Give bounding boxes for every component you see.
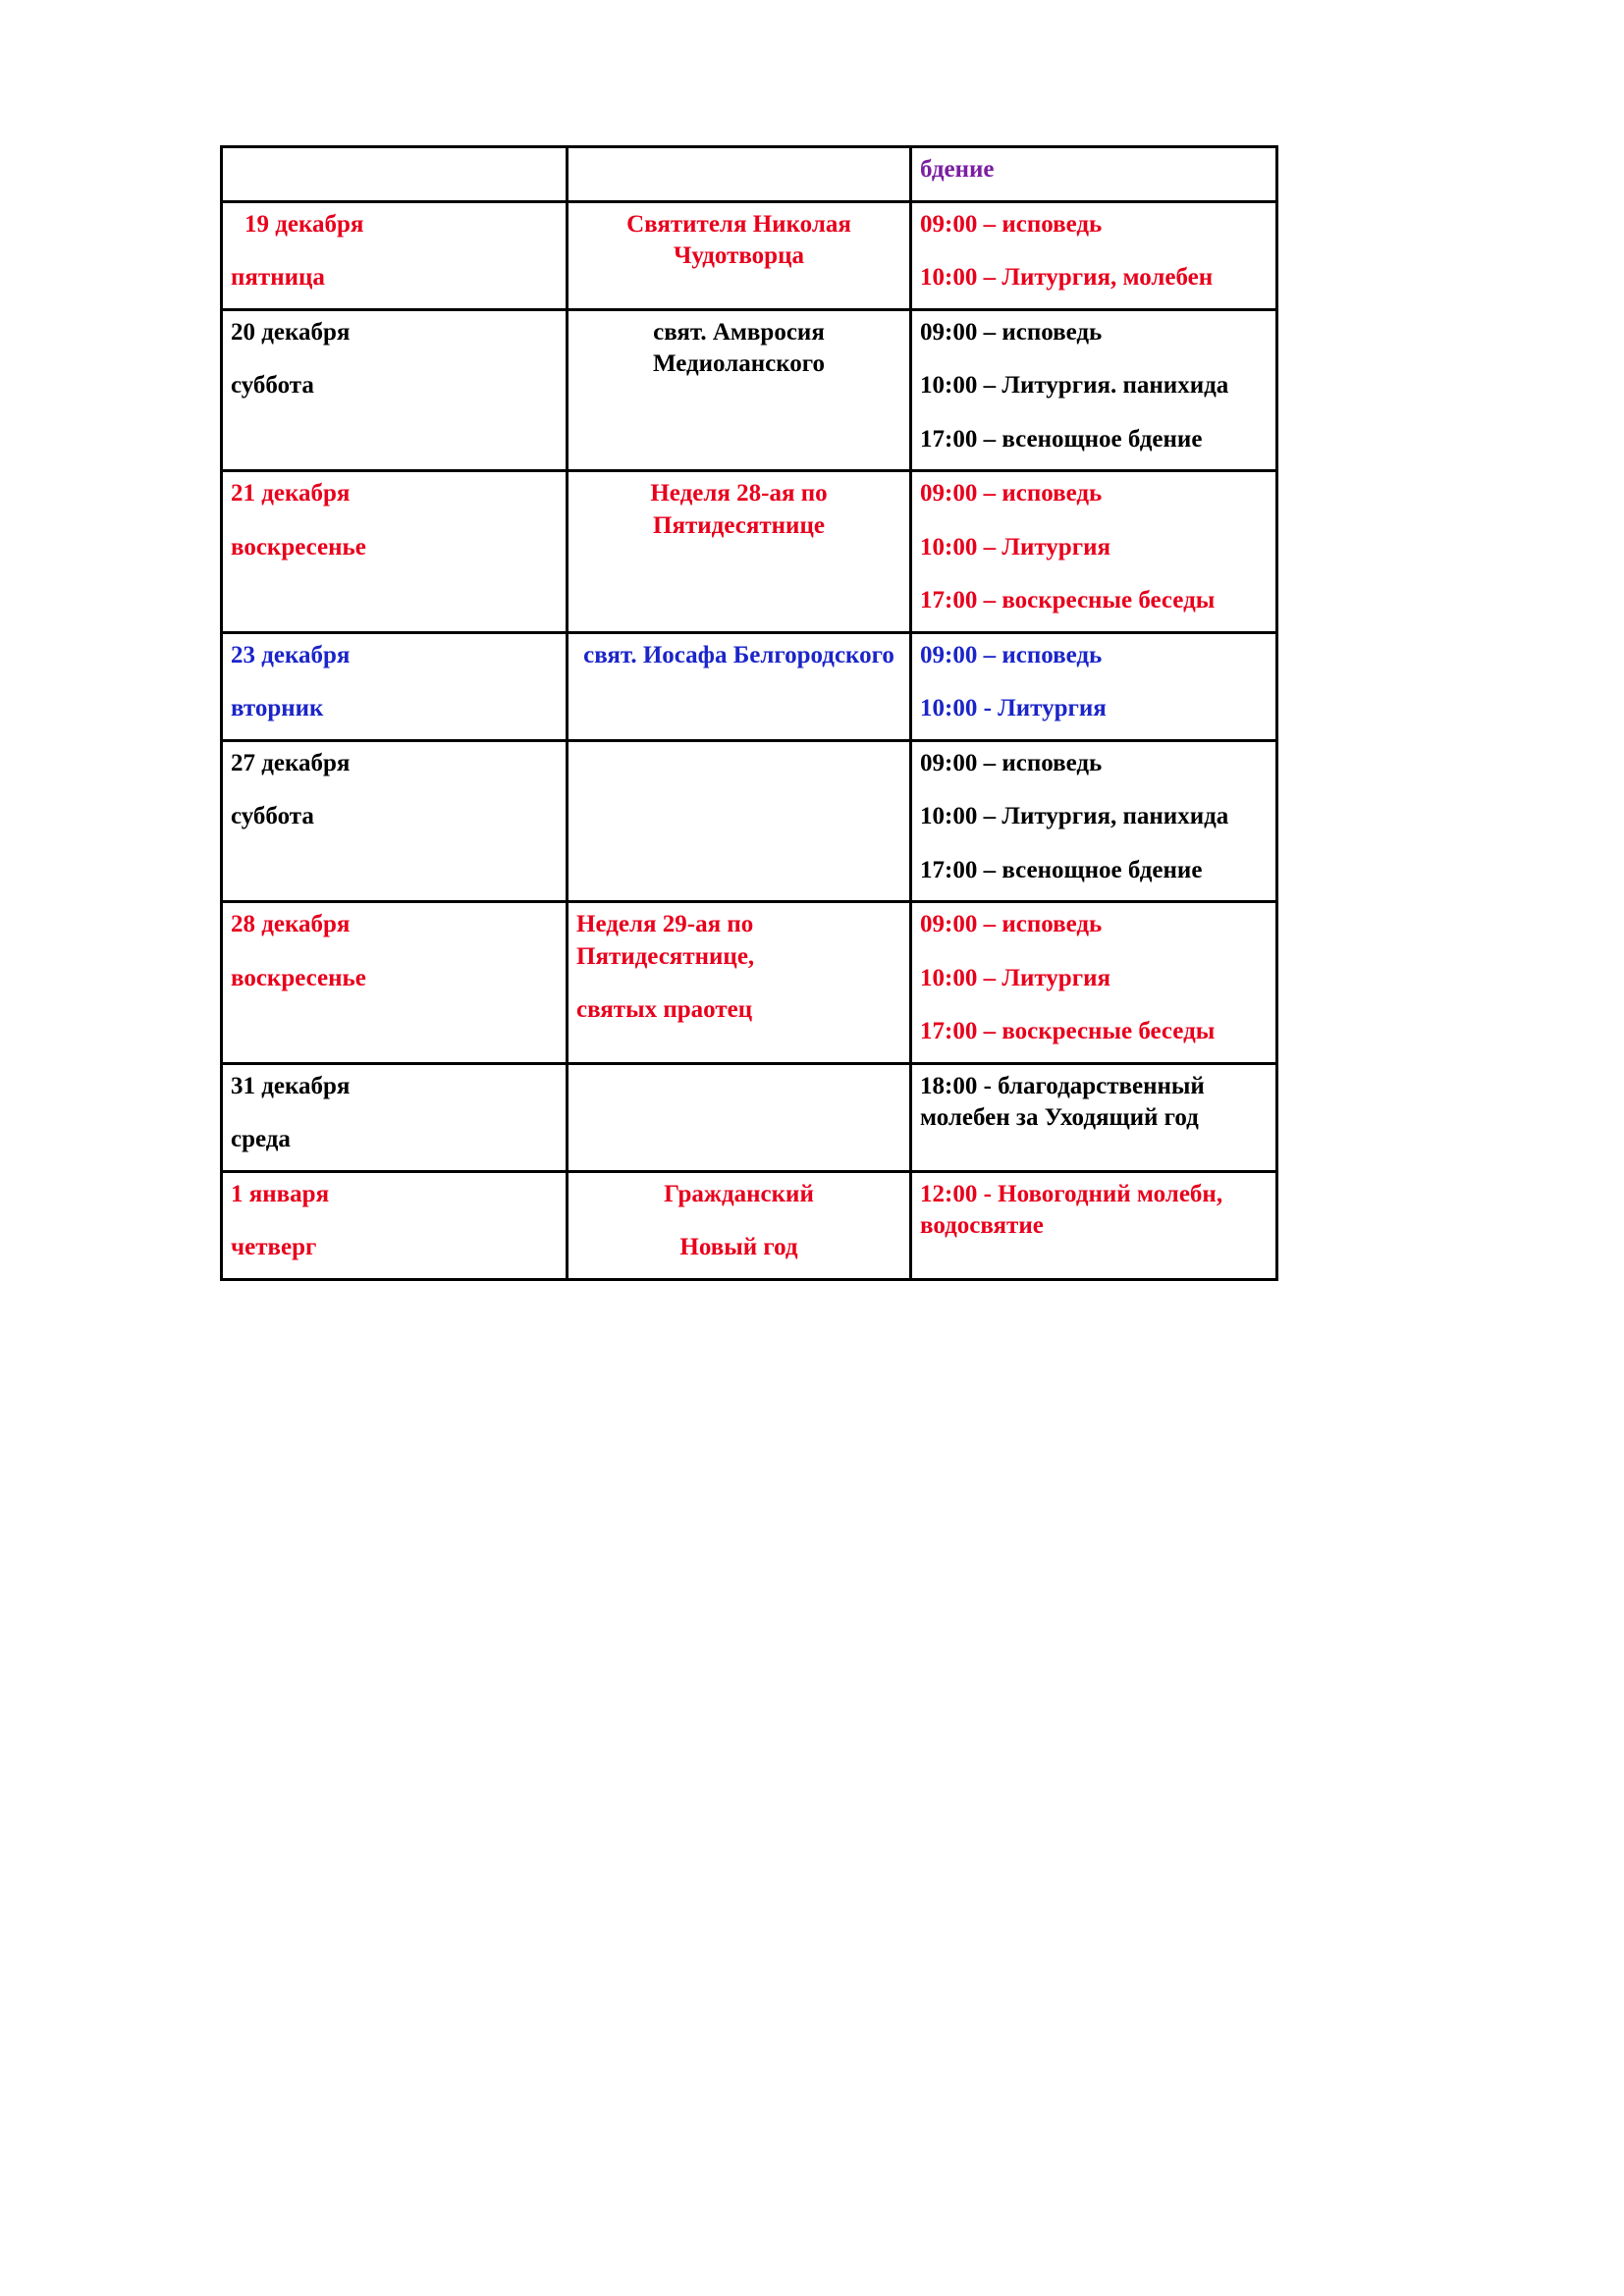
date-line: 31 декабря <box>231 1072 351 1099</box>
cell-feast <box>568 1171 911 1279</box>
cell-services <box>911 1171 1277 1279</box>
weekday-line: среда <box>231 1126 291 1152</box>
service-line: 10:00 – Литургия. панихида <box>920 372 1229 399</box>
table-row <box>222 471 1277 633</box>
service-schedule-table <box>220 145 1278 1281</box>
cell-feast <box>568 1063 911 1171</box>
table-row <box>222 201 1277 309</box>
cell-date <box>222 902 568 1064</box>
weekday-line: четверг <box>231 1234 317 1260</box>
cell-services <box>911 1063 1277 1171</box>
date-line: 19 декабря <box>244 210 364 238</box>
cell-feast <box>568 309 911 471</box>
table-row <box>222 902 1277 1064</box>
cell-date <box>222 740 568 902</box>
cell-date <box>222 471 568 633</box>
service-line: 17:00 – воскресные беседы <box>920 587 1216 614</box>
service-line: 09:00 – исповедь <box>920 749 1103 776</box>
cell-feast <box>568 201 911 309</box>
cell-date <box>222 309 568 471</box>
service-line: 10:00 – Литургия <box>920 964 1110 991</box>
weekday-line: воскресенье <box>231 533 366 561</box>
weekday-line: суббота <box>231 803 314 829</box>
service-line: 17:00 – всенощное бдение <box>920 856 1203 883</box>
service-line: 18:00 - благодарственный молебен за Уходящий год <box>920 1072 1205 1131</box>
service-line: 09:00 – исповедь <box>920 911 1103 937</box>
date-line: 28 декабря <box>231 911 351 937</box>
table-row <box>222 740 1277 902</box>
table-row <box>222 1171 1277 1279</box>
service-line: 09:00 – исповедь <box>920 210 1103 238</box>
feast-line: Неделя 29-ая по Пятидесятнице, <box>576 911 755 970</box>
service-line: 17:00 – воскресные беседы <box>920 1018 1216 1044</box>
date-line: 23 декабря <box>231 641 351 668</box>
date-line: 21 декабря <box>231 480 351 507</box>
cell-services <box>911 471 1277 633</box>
cell-feast <box>568 632 911 740</box>
cell-feast <box>568 471 911 633</box>
service-line: 09:00 – исповедь <box>920 480 1103 507</box>
feast-line: Неделя 28-ая по Пятидесятнице <box>650 480 828 539</box>
date-line: 27 декабря <box>231 749 351 776</box>
table-row <box>222 632 1277 740</box>
weekday-line: воскресенье <box>231 964 366 991</box>
cell-date <box>222 632 568 740</box>
cell-services <box>911 632 1277 740</box>
date-line: 20 декабря <box>231 318 351 346</box>
cell-services <box>911 309 1277 471</box>
feast-line: свят. Иосафа Белгородского <box>583 641 894 668</box>
cell-feast <box>568 147 911 202</box>
cell-services <box>911 201 1277 309</box>
cell-date <box>222 201 568 309</box>
feast-line: Гражданский <box>664 1180 814 1207</box>
service-line: 12:00 - Новогодний молебн, водосвятие <box>920 1180 1223 1239</box>
cell-services <box>911 902 1277 1064</box>
cell-date <box>222 1171 568 1279</box>
cell-feast <box>568 902 911 1064</box>
feast-line: свят. Амвросия Медиоланского <box>652 318 826 377</box>
cell-date <box>222 1063 568 1171</box>
service-line: 17:00 – всенощное бдение <box>920 425 1203 453</box>
feast-line: святых праотец <box>576 996 753 1023</box>
service-line: 10:00 - Литургия <box>920 695 1107 721</box>
service-line: бдение <box>920 156 995 183</box>
cell-date <box>222 147 568 202</box>
weekday-line: суббота <box>231 372 314 399</box>
table-row <box>222 1063 1277 1171</box>
weekday-line: вторник <box>231 695 324 721</box>
weekday-line: пятница <box>231 264 325 291</box>
schedule-table-container <box>220 145 1275 1281</box>
cell-services <box>911 147 1277 202</box>
table-row <box>222 147 1277 202</box>
table-row <box>222 309 1277 471</box>
date-line: 1 января <box>231 1180 330 1207</box>
feast-line: Новый год <box>679 1234 798 1260</box>
service-line: 09:00 – исповедь <box>920 641 1103 668</box>
service-line: 10:00 – Литургия, молебен <box>920 264 1214 291</box>
service-line: 09:00 – исповедь <box>920 318 1103 346</box>
service-line: 10:00 – Литургия, панихида <box>920 803 1229 829</box>
service-line: 10:00 – Литургия <box>920 533 1110 561</box>
feast-line: Святителя Николая Чудотворца <box>626 210 851 269</box>
cell-feast <box>568 740 911 902</box>
cell-services <box>911 740 1277 902</box>
